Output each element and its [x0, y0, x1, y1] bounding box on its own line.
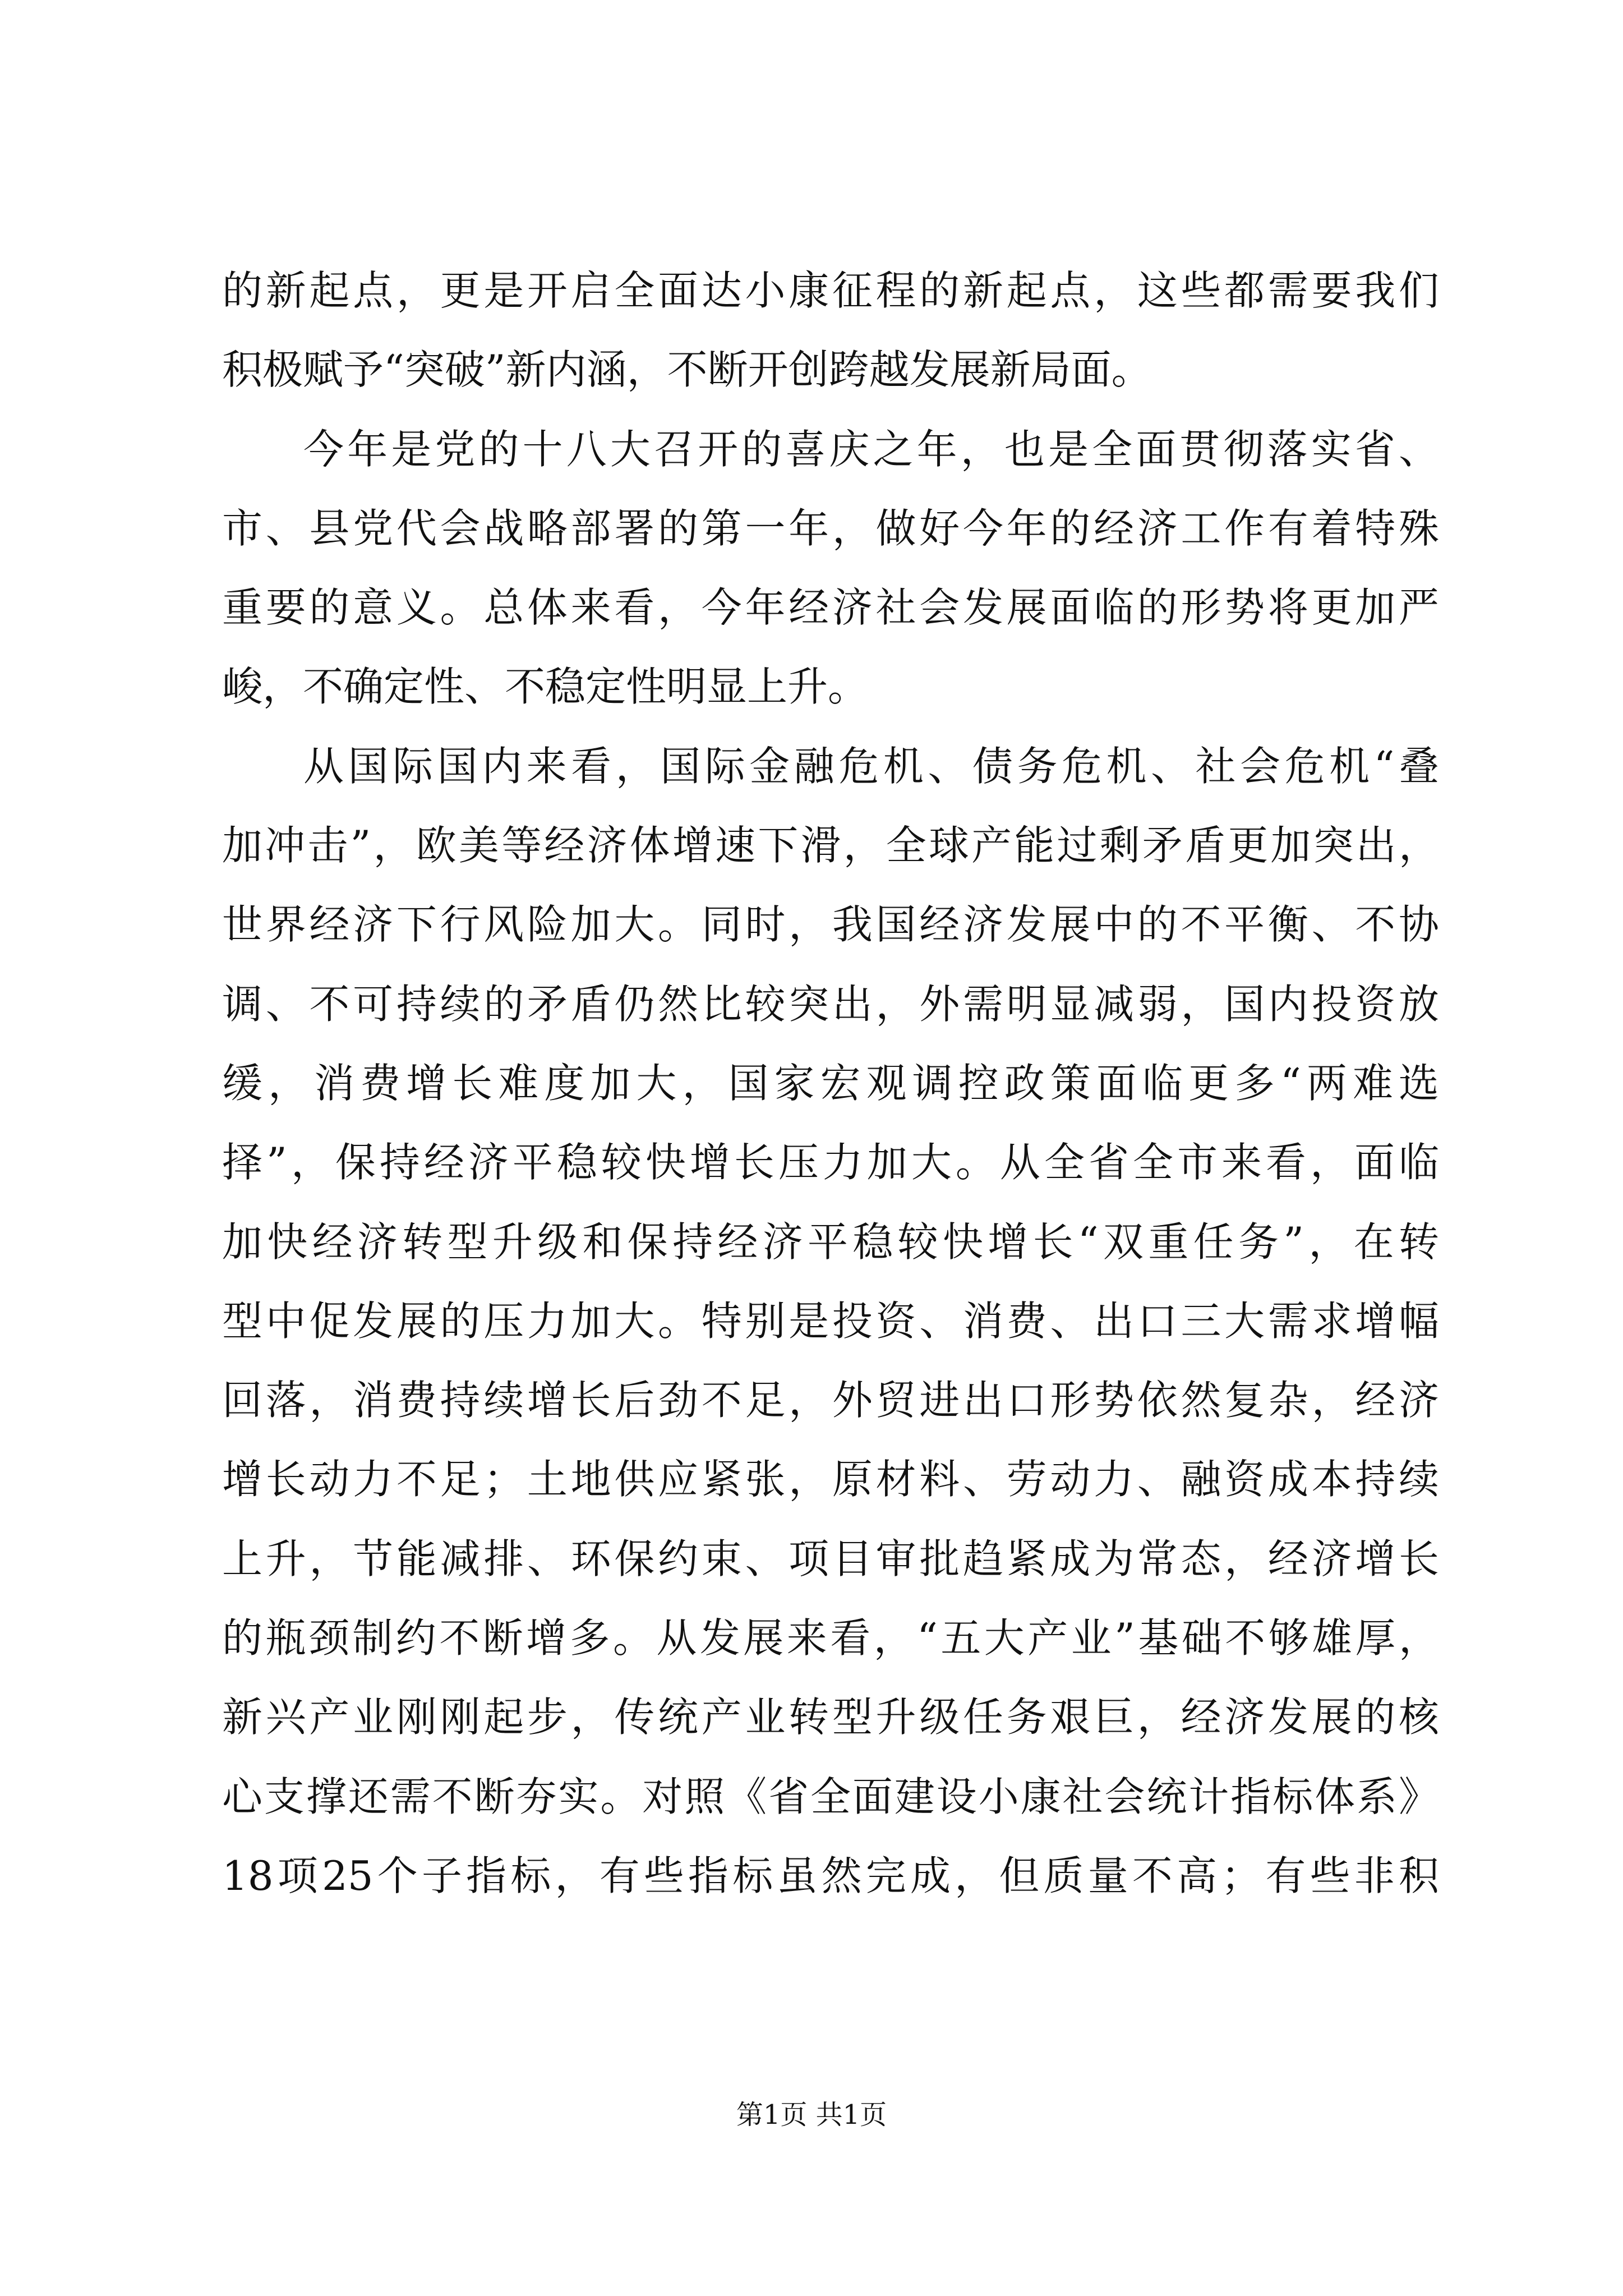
paragraph [222, 727, 1439, 1916]
text-line: 新兴产业刚刚起步，传统产业转型升级任务艰巨，经济发展的核 [222, 1694, 1439, 1741]
text-line: 回落，消费持续增长后劲不足，外贸进出口形势依然复杂，经济 [222, 1377, 1439, 1424]
text-line: 加冲击”，欧美等经济体增速下滑，全球产能过剩矛盾更加突出， [222, 822, 1439, 869]
text-line: 18项25个子指标，有些指标虽然完成，但质量不高；有些非积 [222, 1852, 1439, 1899]
text-line: 缓，消费增长难度加大，国家宏观调控政策面临更多“两难选 [222, 1059, 1439, 1107]
page-footer [0, 2098, 1623, 2132]
text-line: 重要的意义。总体来看，今年经济社会发展面临的形势将更加严 [222, 584, 1439, 632]
text-line: 心支撑还需不断夯实。对照《省全面建设小康社会统计指标体系》 [222, 1773, 1439, 1820]
text-line: 加快经济转型升级和保持经济平稳较快增长“双重任务”，在转 [222, 1218, 1439, 1266]
text-line: 今年是党的十八大召开的喜庆之年，也是全面贯彻落实省、 [303, 425, 1439, 473]
document-body [222, 251, 1439, 1916]
text-line: 世界经济下行风险加大。同时，我国经济发展中的不平衡、不协 [222, 901, 1439, 949]
text-line: 型中促发展的压力加大。特别是投资、消费、出口三大需求增幅 [222, 1297, 1439, 1345]
text-line: 调、不可持续的矛盾仍然比较突出，外需明显减弱，国内投资放 [222, 980, 1439, 1028]
text-line: 上升，节能减排、环保约束、项目审批趋紧成为常态，经济增长 [222, 1535, 1439, 1582]
text-line: 择”，保持经济平稳较快增长压力加大。从全省全市来看，面临 [222, 1139, 1439, 1186]
page-number-label: 第1页 共1页 [736, 2099, 887, 2131]
paragraph [222, 251, 1439, 410]
text-line: 峻，不确定性、不稳定性明显上升。 [222, 663, 869, 711]
text-line: 从国际国内来看，国际金融危机、债务危机、社会危机“叠 [303, 742, 1439, 790]
text-line: 增长动力不足；土地供应紧张，原材料、劳动力、融资成本持续 [222, 1456, 1439, 1503]
text-line: 积极赋予“突破”新内涵，不断开创跨越发展新局面。 [222, 346, 1152, 394]
text-line: 市、县党代会战略部署的第一年，做好今年的经济工作有着特殊 [222, 504, 1439, 552]
paragraph [222, 410, 1439, 727]
text-line: 的瓶颈制约不断增多。从发展来看，“五大产业”基础不够雄厚， [222, 1614, 1439, 1662]
text-line: 的新起点，更是开启全面达小康征程的新起点，这些都需要我们 [222, 267, 1439, 314]
